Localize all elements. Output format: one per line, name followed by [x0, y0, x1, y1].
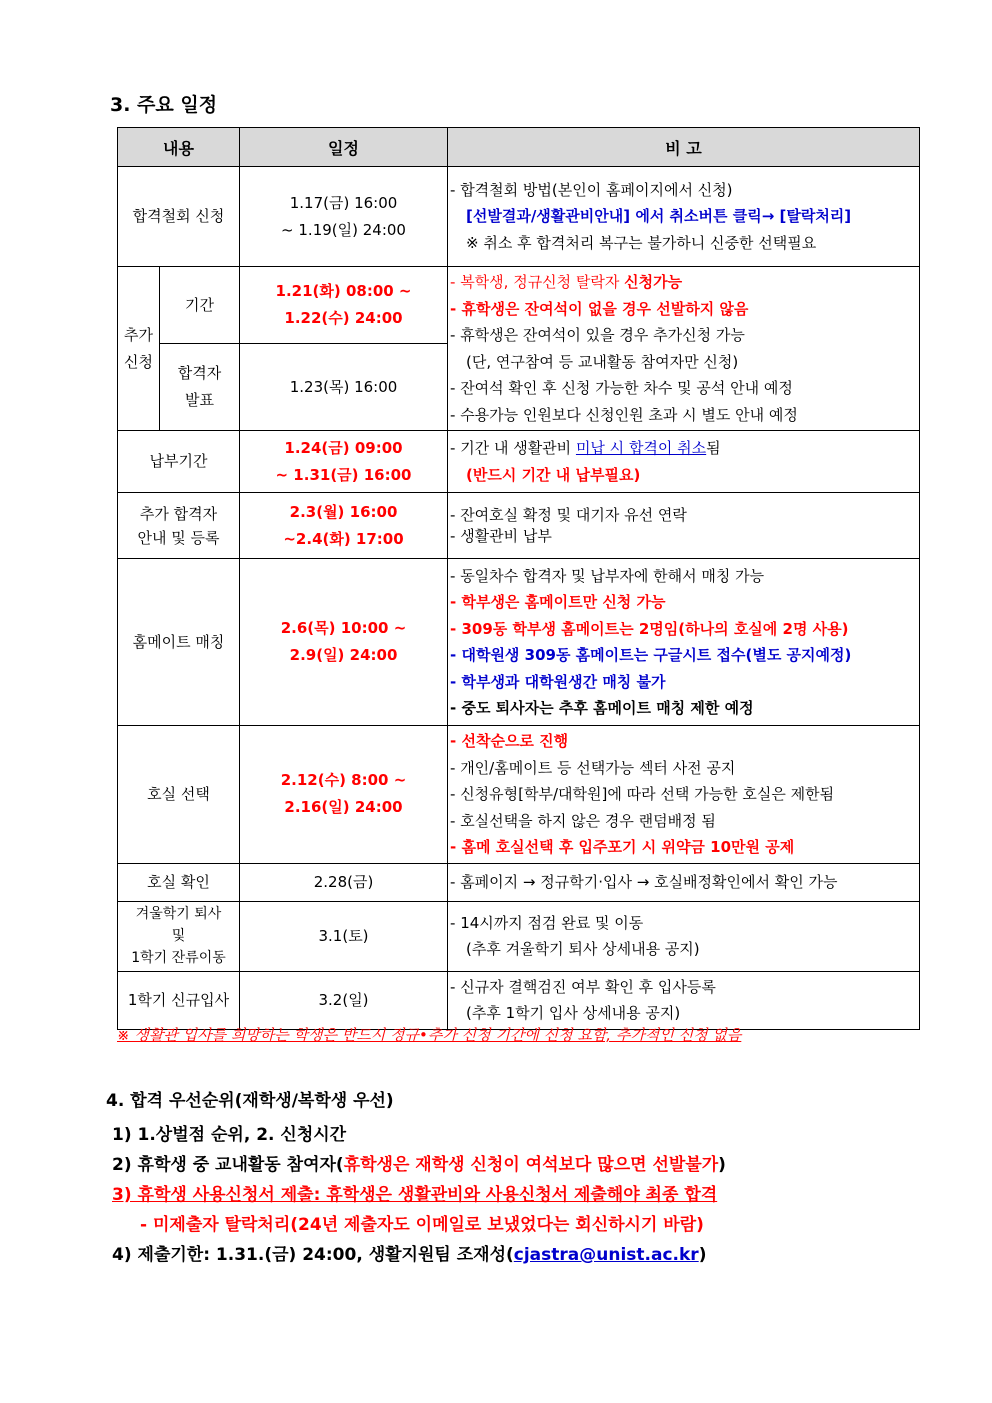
table-row	[118, 726, 920, 864]
row-notes-winter-exit: - 14시까지 점검 완료 및 이동 (추후 겨울학기 퇴사 상세내용 공지)	[448, 901, 920, 971]
table-row	[118, 431, 920, 493]
header-schedule: 일정	[240, 128, 448, 167]
table-row	[118, 559, 920, 726]
list-item: 3) 휴학생 사용신청서 제출: 휴학생은 생활관비와 사용신청서 제출해야 최종 합격	[112, 1185, 718, 1205]
row-label-payment: 납부기간	[118, 431, 240, 493]
row-label-extra-group: 추가 신청	[118, 267, 160, 431]
row-notes-payment: - 기간 내 생활관비 미납 시 합격이 취소됨 (반드시 기간 내 납부필요)	[448, 431, 920, 493]
table-row	[118, 267, 920, 344]
row-date-extra-announce: 1.23(목) 16:00	[240, 344, 448, 431]
priority-list	[112, 1120, 726, 1270]
email-link[interactable]: cjastra@unist.ac.kr	[513, 1245, 699, 1265]
row-notes-extra: - 복학생, 정규신청 탈락자 신청가능 - 휴학생은 잔여석이 없을 경우 선발하지 않음 - 휴학생은 잔여석이 있을 경우 추가신청 가능 (단, 연구참여 등 교내활동 참여자만 신청) - 잔여석 확인 후 신청 가능한 차수 및 공석 안내 예정 - 수용가능 인원보다 신청인원 초과 시 별도 안내 예정	[448, 267, 920, 431]
row-label-room-check: 호실 확인	[118, 863, 240, 901]
row-date-extra-period: 1.21(화) 08:00 ~ 1.22(수) 24:00	[240, 267, 448, 344]
row-label-spring-entry: 1학기 신규입사	[118, 971, 240, 1029]
header-content: 내용	[118, 128, 240, 167]
list-item: 4) 제출기한: 1.31.(금) 24:00, 생활지원팀 조재성(cjastra@unist.ac.kr)	[112, 1245, 707, 1265]
row-notes-spring-entry: - 신규자 결핵검진 여부 확인 후 입사등록 (추후 1학기 입사 상세내용 공지)	[448, 971, 920, 1029]
row-label-roommate: 홈메이트 매칭	[118, 559, 240, 726]
section3-title: 3. 주요 일정	[110, 94, 218, 116]
list-item: - 미제출자 탈락처리(24년 제출자도 이메일로 보냈었다는 회신하시기 바람)	[140, 1215, 704, 1235]
row-date-room-check: 2.28(금)	[240, 863, 448, 901]
section4-title: 4. 합격 우선순위(재학생/복학생 우선)	[106, 1091, 394, 1111]
table-footnote: ※ 생활관 입사를 희망하는 학생은 반드시 정규•추가 신청 기간에 신청 요함, 추가적인 신청 없음	[117, 1026, 742, 1044]
row-label-winter-exit: 겨울학기 퇴사 및 1학기 잔류이동	[118, 901, 240, 971]
table-row	[118, 493, 920, 559]
table-header-row	[118, 128, 920, 167]
row-notes-extra-accept: - 잔여호실 확정 및 대기자 유선 연락 - 생활관비 납부	[448, 493, 920, 559]
row-date-roommate: 2.6(목) 10:00 ~ 2.9(일) 24:00	[240, 559, 448, 726]
row-date-extra-accept: 2.3(월) 16:00 ~2.4(화) 17:00	[240, 493, 448, 559]
table-row	[118, 167, 920, 267]
row-date-payment: 1.24(금) 09:00 ~ 1.31(금) 16:00	[240, 431, 448, 493]
schedule-table	[117, 127, 920, 1030]
table-row	[118, 901, 920, 971]
row-date-winter-exit: 3.1(토)	[240, 901, 448, 971]
row-notes-withdraw: - 합격철회 방법(본인이 홈페이지에서 신청) [선발결과/생활관비안내] 에서 취소버튼 클릭→ [탈락처리] ※ 취소 후 합격처리 복구는 불가하니 신중한 선택필요	[448, 167, 920, 267]
row-date-spring-entry: 3.2(일)	[240, 971, 448, 1029]
row-label-extra-accept: 추가 합격자 안내 및 등록	[118, 493, 240, 559]
header-remarks: 비 고	[448, 128, 920, 167]
row-date-room-select: 2.12(수) 8:00 ~ 2.16(일) 24:00	[240, 726, 448, 864]
row-notes-room-select: - 선착순으로 진행 - 개인/홈메이트 등 선택가능 섹터 사전 공지 - 신청유형[학부/대학원]에 따라 선택 가능한 호실은 제한됨 - 호실선택을 하지 않은 경우 랜덤배정 됨 - 홈메 호실선택 후 입주포기 시 위약금 10만원 공제	[448, 726, 920, 864]
table-row	[118, 863, 920, 901]
row-label-extra-period: 기간	[160, 267, 240, 344]
list-item: 2) 휴학생 중 교내활동 참여자(휴학생은 재학생 신청이 여석보다 많으면 선발불가)	[112, 1155, 726, 1175]
row-label-extra-announce: 합격자 발표	[160, 344, 240, 431]
list-item: 1) 1.상벌점 순위, 2. 신청시간	[112, 1125, 347, 1145]
row-label-room-select: 호실 선택	[118, 726, 240, 864]
row-label-withdraw: 합격철회 신청	[118, 167, 240, 267]
row-date-withdraw: 1.17(금) 16:00 ~ 1.19(일) 24:00	[240, 167, 448, 267]
row-notes-room-check: - 홈페이지 → 정규학기·입사 → 호실배정확인에서 확인 가능	[448, 863, 920, 901]
table-row	[118, 971, 920, 1029]
row-notes-roommate: - 동일차수 합격자 및 납부자에 한해서 매칭 가능 - 학부생은 홈메이트만 신청 가능 - 309동 학부생 홈메이트는 2명임(하나의 호실에 2명 사용) - 대학원생 309동 홈메이트는 구글시트 접수(별도 공지예정) - 학부생과 대학원생간 매칭 불가 - 중도 퇴사자는 추후 홈메이트 매칭 제한 예정	[448, 559, 920, 726]
